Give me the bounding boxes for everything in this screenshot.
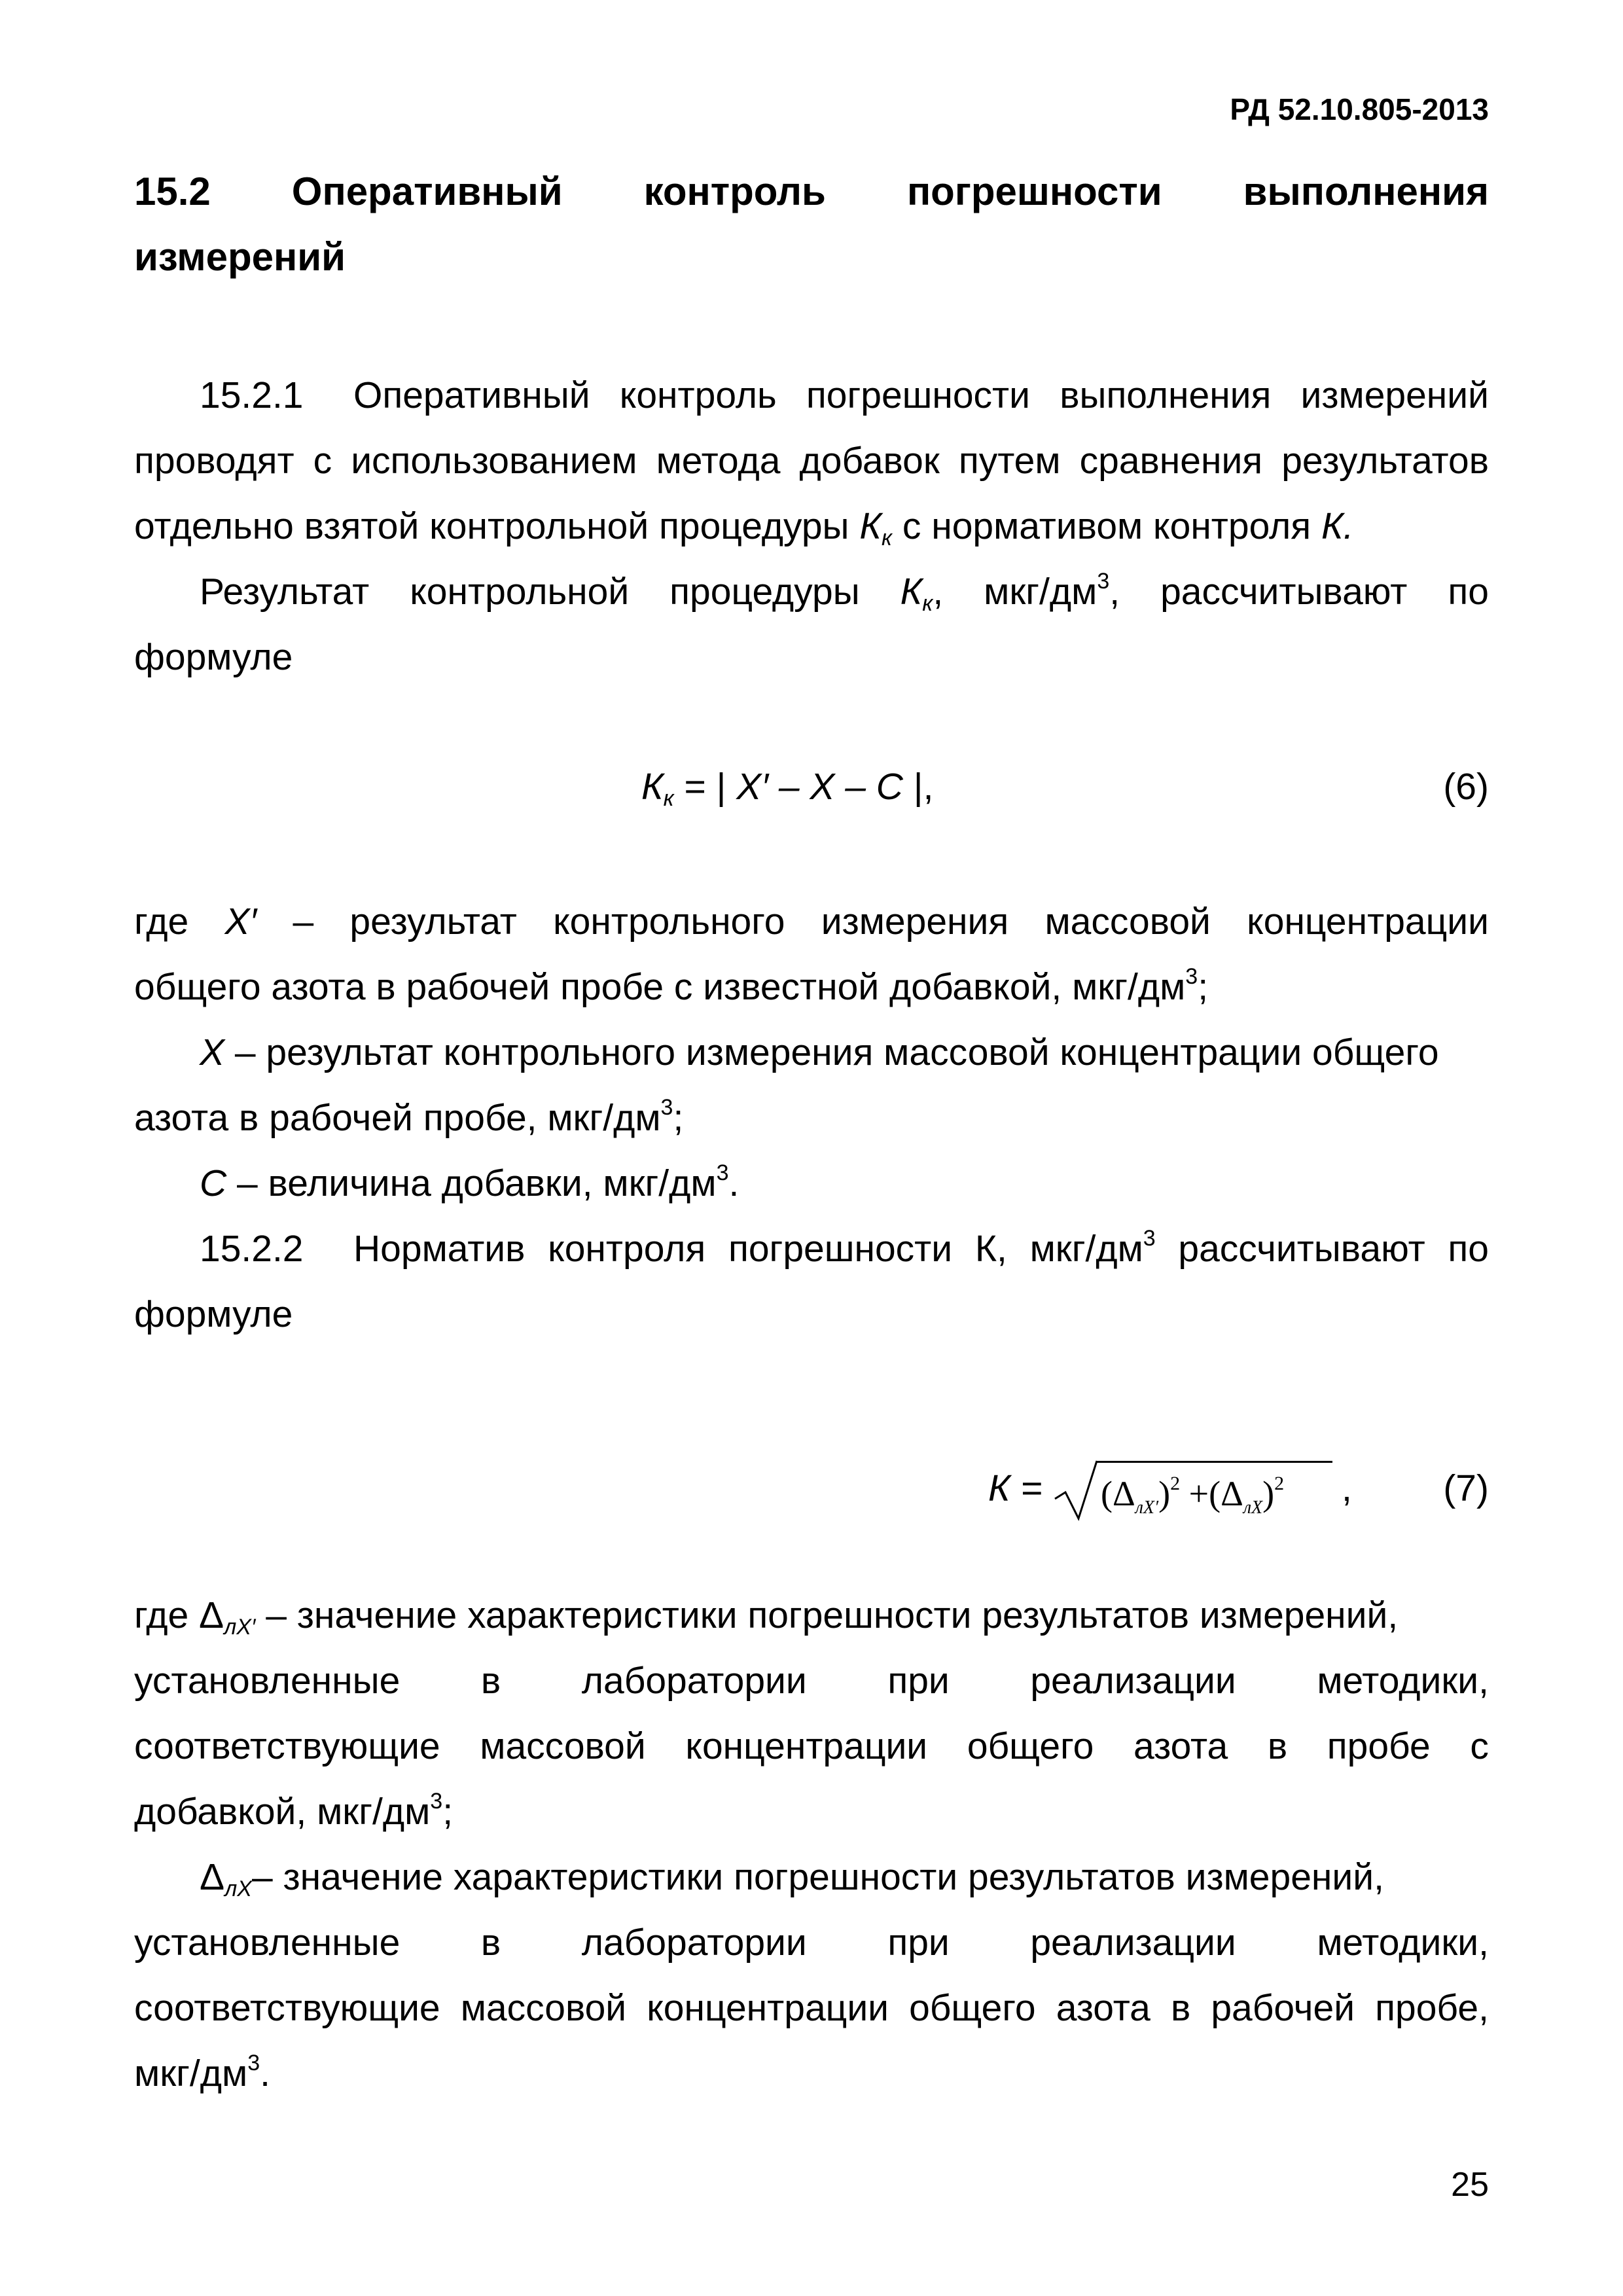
word: при xyxy=(887,1922,950,1964)
word: измерений xyxy=(1300,374,1489,416)
section-title-word: 15.2 xyxy=(134,170,211,213)
variable-c: С xyxy=(200,1162,227,1204)
clause-number: 15.2.2 xyxy=(200,1228,304,1270)
variable-kk: $К_к$, xyxy=(900,571,944,616)
section-title-word: Оперативный xyxy=(291,170,563,213)
paragraph-result-line2: формуле xyxy=(134,636,293,678)
word: К, xyxy=(974,1228,1007,1270)
word: азота xyxy=(1056,1987,1150,2029)
word: с xyxy=(1470,1725,1489,1767)
word: по xyxy=(1448,1228,1489,1270)
paragraph-15-2-1-line1 xyxy=(134,372,1489,419)
word: где xyxy=(134,1594,189,1636)
word: реализации xyxy=(1030,1922,1236,1964)
def-delta-x-prime-line4: добавкой, мкг/$дм^3$; xyxy=(134,1789,454,1833)
variable-k: К xyxy=(859,505,882,547)
word: Норматив xyxy=(353,1228,526,1270)
paragraph-15-2-1-line3: отдельно взятой контрольной процедуры $К_к$ с нормативом контроля К. xyxy=(134,505,1354,550)
def-delta-x-line1: $\Delta_{лX}-$ значение характеристики погрешности результатов измерений, xyxy=(200,1856,1384,1901)
word: в xyxy=(1267,1725,1288,1767)
formula-6-body: X′ – X – C xyxy=(736,766,903,808)
document-page: РД 52.10.805-2013 15.2 Оперативный контроль погрешности выполнения измерений 15.2.1 Оперативный контроль погрешности выполнения измерений проводят с использованием метода добавок путем сравнения результатов отдельно взятой контрольной процедуры $К_к$ с нормативом контроля К. Результат контрольной процедуры $К_к$, мкг/$дм^3$, рассчитывают по формуле $К_к$ = | X′ – X – C |, (6) где X′ – результат контрольного измерения массовой концентрации общего азота в рабочей пробе с известной добавкой, мкг/$дм^3$; X – результат контрольного измерения массовой концентрации общего азота в рабочей пробе, мкг/$дм^3$; С – величина добавки, мкг/$дм^3$. 15.2.2 Норматив контроля погрешности К, мкг/$дм^3$ рассчитывают по формуле К = $(\Delta_{лX'})^2 +(\Delta_{лX})^2$ , (7) где $\Delta_{лX'}$ – значение характеристики погрешности результатов измерений, установленные в лаборатории при реализации методики, соответствующие массовой концентрации общего азота в пробе с добавкой, мкг/$дм^3$; $\Delta_{лX}-$ значение характеристики погрешности результатов измерений, установленные в лаборатории при реализации методики, соответствующие массовой концентрации общего азота в рабочей пробе, мкг/$дм^3$. 25 xyxy=(0,0,1623,2296)
word: в xyxy=(480,1660,501,1702)
variable-k: К. xyxy=(1321,505,1354,547)
where-c-line: С – величина добавки, мкг/$дм^3$. xyxy=(200,1160,740,1204)
section-title xyxy=(134,169,1489,214)
section-title-word: выполнения xyxy=(1243,170,1489,213)
def-delta-x-line3 xyxy=(134,1984,1489,2032)
word: результат xyxy=(349,901,517,942)
where-x-line1: X – результат контрольного измерения массовой концентрации общего xyxy=(200,1031,1439,1073)
def-delta-x-line4: мкг/$дм^3$. xyxy=(134,2051,270,2094)
word: где xyxy=(134,901,189,942)
word: добавок xyxy=(799,440,940,482)
def-delta-x-prime-line1: где $\Delta_{лX'}$ – значение характеристики погрешности результатов измерений, xyxy=(134,1594,1399,1640)
word: общего xyxy=(909,1987,1036,2029)
delta-symbol: $\Delta_{лX'}$ xyxy=(199,1594,256,1640)
section-title-word: контроль xyxy=(643,170,826,213)
word: контроль xyxy=(619,374,777,416)
formula-6: $К_к$ = | X′ – X – C |, xyxy=(641,766,934,811)
word: реализации xyxy=(1030,1660,1236,1702)
sqrt-icon xyxy=(1054,1458,1099,1524)
formula-7-radicand: $(\Delta_{лX'})^2 +(\Delta_{лX})^2$ xyxy=(1101,1473,1285,1518)
section-title-word: погрешности xyxy=(906,170,1162,213)
word: рассчитывают xyxy=(1178,1228,1425,1270)
section-title-line2: измерений xyxy=(134,235,346,279)
word: путем xyxy=(958,440,1061,482)
word: пробе, xyxy=(1375,1987,1489,2029)
word: соответствующие xyxy=(134,1987,440,2029)
word: при xyxy=(887,1660,950,1702)
word: установленные xyxy=(134,1660,401,1702)
word: процедуры xyxy=(669,571,860,613)
word: общего xyxy=(967,1725,1094,1767)
word: методики, xyxy=(1317,1660,1489,1702)
word: погрешности xyxy=(728,1228,953,1270)
abs-bar: | xyxy=(913,766,923,808)
where-x-line2: азота в рабочей пробе, мкг/$дм^3$; xyxy=(134,1095,684,1139)
def-delta-x-prime-line3 xyxy=(134,1723,1489,1770)
word: рабочей xyxy=(1211,1987,1355,2029)
word: контроля xyxy=(548,1228,706,1270)
word: контрольного xyxy=(553,901,785,942)
word: в xyxy=(1170,1987,1191,2029)
abs-bar: | xyxy=(716,766,726,808)
word: метода xyxy=(656,440,781,482)
word: погрешности xyxy=(806,374,1031,416)
equation-number-6: (6) xyxy=(1443,766,1489,808)
word: концентрации xyxy=(1247,901,1489,942)
clause-number: 15.2.1 xyxy=(200,374,304,416)
page-number: 25 xyxy=(1451,2166,1489,2204)
variable-x: X xyxy=(200,1031,225,1073)
word: лаборатории xyxy=(581,1922,807,1964)
def-delta-x-line2 xyxy=(134,1919,1489,1966)
word: результатов xyxy=(1281,440,1489,482)
word: по xyxy=(1448,571,1489,613)
word: сравнения xyxy=(1079,440,1263,482)
delta-symbol: $\Delta_{лX}$ xyxy=(200,1856,252,1901)
word: лаборатории xyxy=(581,1660,807,1702)
word: концентрации xyxy=(647,1987,889,2029)
unit: мкг/$дм^3$ xyxy=(1029,1226,1156,1270)
word: массовой xyxy=(1044,901,1211,942)
word: установленные xyxy=(134,1922,401,1964)
word: Оперативный xyxy=(353,374,590,416)
word: измерения xyxy=(821,901,1009,942)
paragraph-15-2-2-line2: формуле xyxy=(134,1293,293,1335)
word: пробе xyxy=(1327,1725,1431,1767)
document-code: РД 52.10.805-2013 xyxy=(1230,92,1489,126)
unit: мкг/$дм^3$, xyxy=(984,569,1120,613)
word: Результат xyxy=(200,571,370,613)
word: выполнения xyxy=(1060,374,1272,416)
paragraph-15-2-1-line2 xyxy=(134,437,1489,484)
sqrt-bar xyxy=(1097,1461,1332,1463)
word: проводят xyxy=(134,440,294,482)
word: массовой xyxy=(460,1987,627,2029)
word: азота xyxy=(1133,1725,1228,1767)
where-x-prime-line2: общего азота в рабочей пробе с известной добавкой, мкг/$дм^3$; xyxy=(134,964,1209,1008)
equation-number-7: (7) xyxy=(1443,1467,1489,1509)
def-delta-x-prime-line2 xyxy=(134,1657,1489,1704)
paragraph-15-2-2-line1 xyxy=(134,1225,1489,1272)
word: соответствующие xyxy=(134,1725,440,1767)
word: концентрации xyxy=(685,1725,928,1767)
word: в xyxy=(480,1922,501,1964)
word: рассчитывают xyxy=(1160,571,1408,613)
word: использованием xyxy=(351,440,637,482)
paragraph-result-line1 xyxy=(134,568,1489,615)
word: контрольной xyxy=(410,571,630,613)
word: с xyxy=(313,440,332,482)
variable-x-prime: X′ xyxy=(224,901,257,942)
where-x-prime-line1: где X′ – результат контрольного измерения массовой концентрации xyxy=(134,898,1489,945)
word: массовой xyxy=(480,1725,646,1767)
word: методики, xyxy=(1317,1922,1489,1964)
